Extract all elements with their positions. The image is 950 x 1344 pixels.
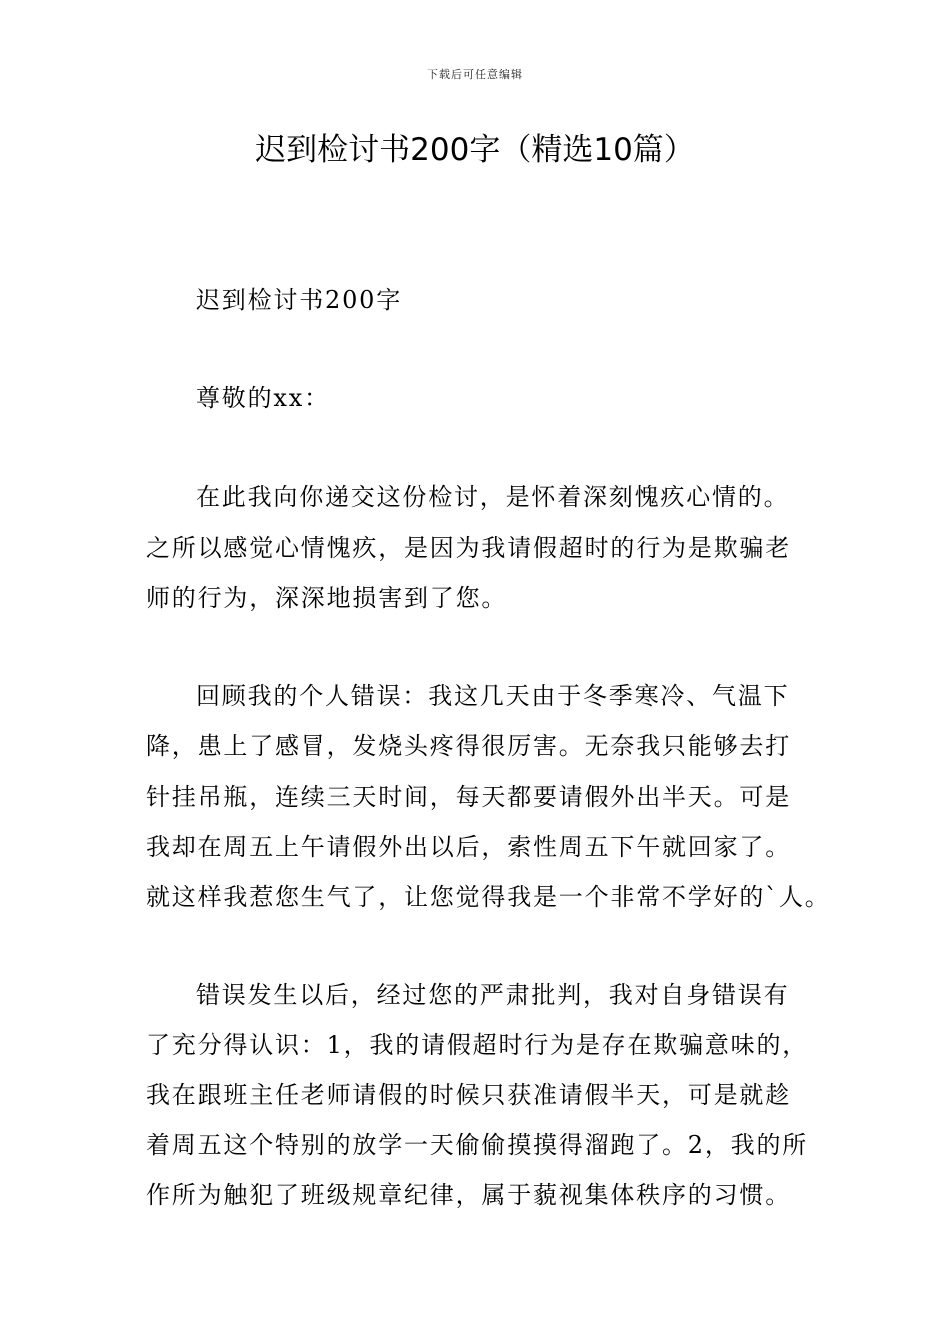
paragraph-line: 作所为触犯了班级规章纪律，属于藐视集体秩序的习惯。 bbox=[146, 1181, 791, 1209]
salutation: 尊敬的xx： bbox=[196, 384, 330, 412]
paragraph-line: 我却在周五上午请假外出以后，索性周五下午就回家了。 bbox=[146, 833, 791, 861]
paragraph-line: 就这样我惹您生气了，让您觉得我是一个非常不学好的`人。 bbox=[146, 883, 831, 911]
header-note: 下载后可任意编辑 bbox=[427, 68, 523, 81]
paragraph-line: 针挂吊瓶，连续三天时间，每天都要请假外出半天。可是 bbox=[146, 783, 791, 811]
paragraph-line: 我在跟班主任老师请假的时候只获准请假半天，可是就趁 bbox=[146, 1081, 791, 1109]
paragraph-line: 之所以感觉心情愧疚，是因为我请假超时的行为是欺骗老 bbox=[146, 534, 791, 562]
paragraph-line: 降，患上了感冒，发烧头疼得很厉害。无奈我只能够去打 bbox=[146, 732, 791, 760]
document-title: 迟到检讨书200字（精选10篇） bbox=[255, 132, 695, 168]
paragraph-line: 师的行为，深深地损害到了您。 bbox=[146, 584, 508, 612]
paragraph-line: 回顾我的个人错误：我这几天由于冬季寒冷、气温下 bbox=[196, 682, 790, 710]
paragraph-line: 错误发生以后，经过您的严肃批判，我对自身错误有 bbox=[196, 981, 790, 1009]
paragraph-line: 了充分得认识：1，我的请假超时行为是存在欺骗意味的， bbox=[146, 1031, 809, 1059]
section-heading: 迟到检讨书200字 bbox=[196, 286, 403, 314]
paragraph-line: 着周五这个特别的放学一天偷偷摸摸得溜跑了。2，我的所 bbox=[146, 1131, 809, 1159]
paragraph-line: 在此我向你递交这份检讨，是怀着深刻愧疚心情的。 bbox=[196, 483, 790, 511]
